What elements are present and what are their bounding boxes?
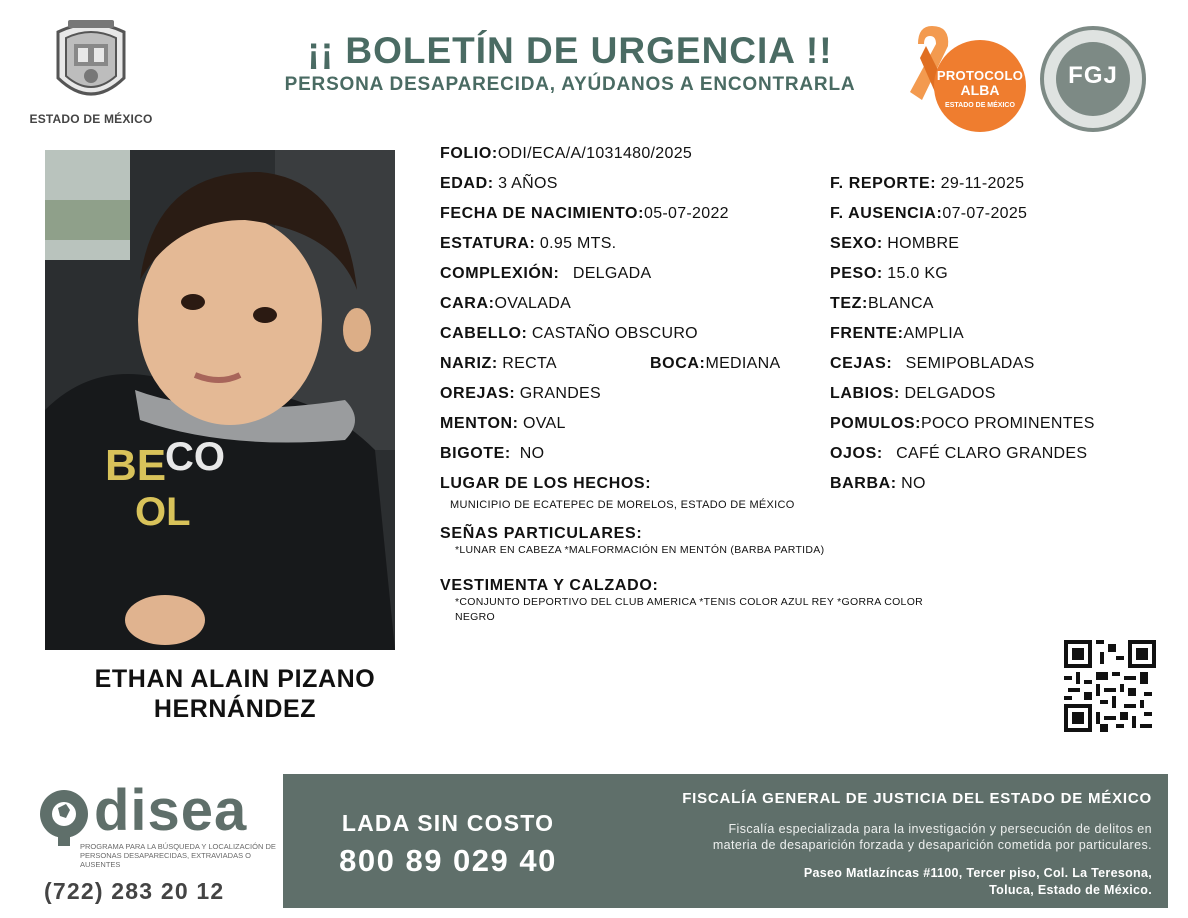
field-cejas: CEJAS: SEMIPOBLADAS — [830, 355, 1035, 372]
fiscalia-block — [592, 790, 1152, 899]
qr-code-icon[interactable] — [1064, 640, 1156, 732]
person-name-line2: HERNÁNDEZ — [153, 695, 317, 723]
field-folio: FOLIO:ODI/ECA/A/1031480/2025 — [440, 145, 693, 162]
field-boca: BOCA:MEDIANA — [650, 355, 781, 372]
vestimenta-value-2: NEGRO — [455, 611, 496, 623]
field-f-ausencia: F. AUSENCIA:07-07-2025 — [830, 205, 1028, 222]
field-tez: TEZ:BLANCA — [830, 295, 934, 312]
field-peso: PESO: 15.0 KG — [830, 265, 949, 282]
shirt-text-1: CO — [165, 435, 225, 479]
shirt-text-3: OL — [135, 490, 191, 534]
odisea-word: disea — [94, 778, 248, 843]
lada-block — [283, 810, 613, 879]
footer-contact-box — [283, 774, 1168, 908]
field-orejas: OREJAS: GRANDES — [440, 385, 602, 402]
senas-value: *LUNAR EN CABEZA *MALFORMACIÓN EN MENTÓN (BARBA PARTIDA) — [455, 544, 825, 556]
field-lugar-label: LUGAR DE LOS HECHOS: — [440, 475, 652, 492]
alba-line1: PROTOCOLO — [936, 68, 1024, 83]
field-cara: CARA:OVALADA — [440, 295, 572, 312]
odisea-phone[interactable]: (722) 283 20 12 — [44, 878, 225, 904]
fgj-seal — [1040, 26, 1152, 138]
field-nariz: NARIZ: RECTA — [440, 355, 557, 372]
headline — [240, 30, 900, 96]
estado-de-mexico-logo — [24, 18, 158, 126]
field-lugar-value: MUNICIPIO DE ECATEPEC DE MORELOS, ESTADO DE MÉXICO — [450, 499, 795, 511]
bulletin-title: ¡¡ BOLETÍN DE URGENCIA !! — [307, 30, 833, 71]
shirt-text-2: BE — [105, 441, 167, 490]
odisea-location-icon — [36, 788, 92, 848]
person-photo — [45, 150, 395, 650]
field-f-reporte: F. REPORTE: 29-11-2025 — [830, 175, 1025, 192]
protocolo-alba-logo — [902, 22, 1030, 134]
field-ojos: OJOS: CAFÉ CLARO GRANDES — [830, 445, 1088, 462]
lada-label: LADA SIN COSTO — [341, 810, 555, 836]
state-label: ESTADO DE MÉXICO — [29, 112, 153, 126]
vestimenta-value-1: *CONJUNTO DEPORTIVO DEL CLUB AMERICA *TENIS COLOR AZUL REY *GORRA COLOR — [455, 596, 924, 608]
field-frente: FRENTE:AMPLIA — [830, 325, 965, 342]
field-sexo: SEXO: HOMBRE — [830, 235, 960, 252]
field-bigote: BIGOTE: NO — [440, 445, 545, 462]
field-complexion: COMPLEXIÓN: DELGADA — [440, 265, 652, 282]
alba-line3: ESTADO DE MÉXICO — [945, 102, 1015, 109]
field-menton: MENTON: OVAL — [440, 415, 566, 432]
field-estatura: ESTATURA: 0.95 MTS. — [440, 235, 617, 252]
coat-of-arms-icon — [52, 18, 130, 106]
vestimenta-title: VESTIMENTA Y CALZADO: — [440, 577, 659, 594]
field-fecha-nacimiento: FECHA DE NACIMIENTO:05-07-2022 — [440, 205, 729, 222]
person-name — [40, 664, 430, 724]
field-labios: LABIOS: DELGADOS — [830, 385, 996, 402]
senas-title: SEÑAS PARTICULARES: — [440, 525, 643, 542]
bulletin-subtitle: PERSONA DESAPARECIDA, AYÚDANOS A ENCONTRARLA — [284, 74, 856, 95]
alba-line2: ALBA — [960, 82, 1000, 98]
fiscalia-description: Fiscalía especializada para la investigación y persecución de delitos en materia de desaparición forzada y desaparición cometida por particulares. — [712, 822, 1152, 852]
person-name-line1: ETHAN ALAIN PIZANO — [94, 665, 376, 693]
lada-number[interactable]: 800 89 029 40 — [339, 843, 557, 878]
field-cabello: CABELLO: CASTAÑO OBSCURO — [440, 325, 698, 342]
odisea-description: PROGRAMA PARA LA BÚSQUEDA Y LOCALIZACIÓN DE PERSONAS DESAPARECIDAS, EXTRAVIADAS O AUSENTES — [80, 842, 276, 869]
field-edad: EDAD: 3 AÑOS — [440, 175, 558, 192]
fgj-text: FGJ — [1068, 62, 1118, 89]
fiscalia-title: FISCALÍA GENERAL DE JUSTICIA DEL ESTADO DE MÉXICO — [682, 790, 1152, 807]
field-barba: BARBA: NO — [830, 475, 926, 492]
field-pomulos: POMULOS:POCO PROMINENTES — [830, 415, 1095, 432]
fiscalia-address: Paseo Matlazíncas #1100, Tercer piso, Col. La Teresona, Toluca, Estado de México. — [803, 866, 1152, 897]
